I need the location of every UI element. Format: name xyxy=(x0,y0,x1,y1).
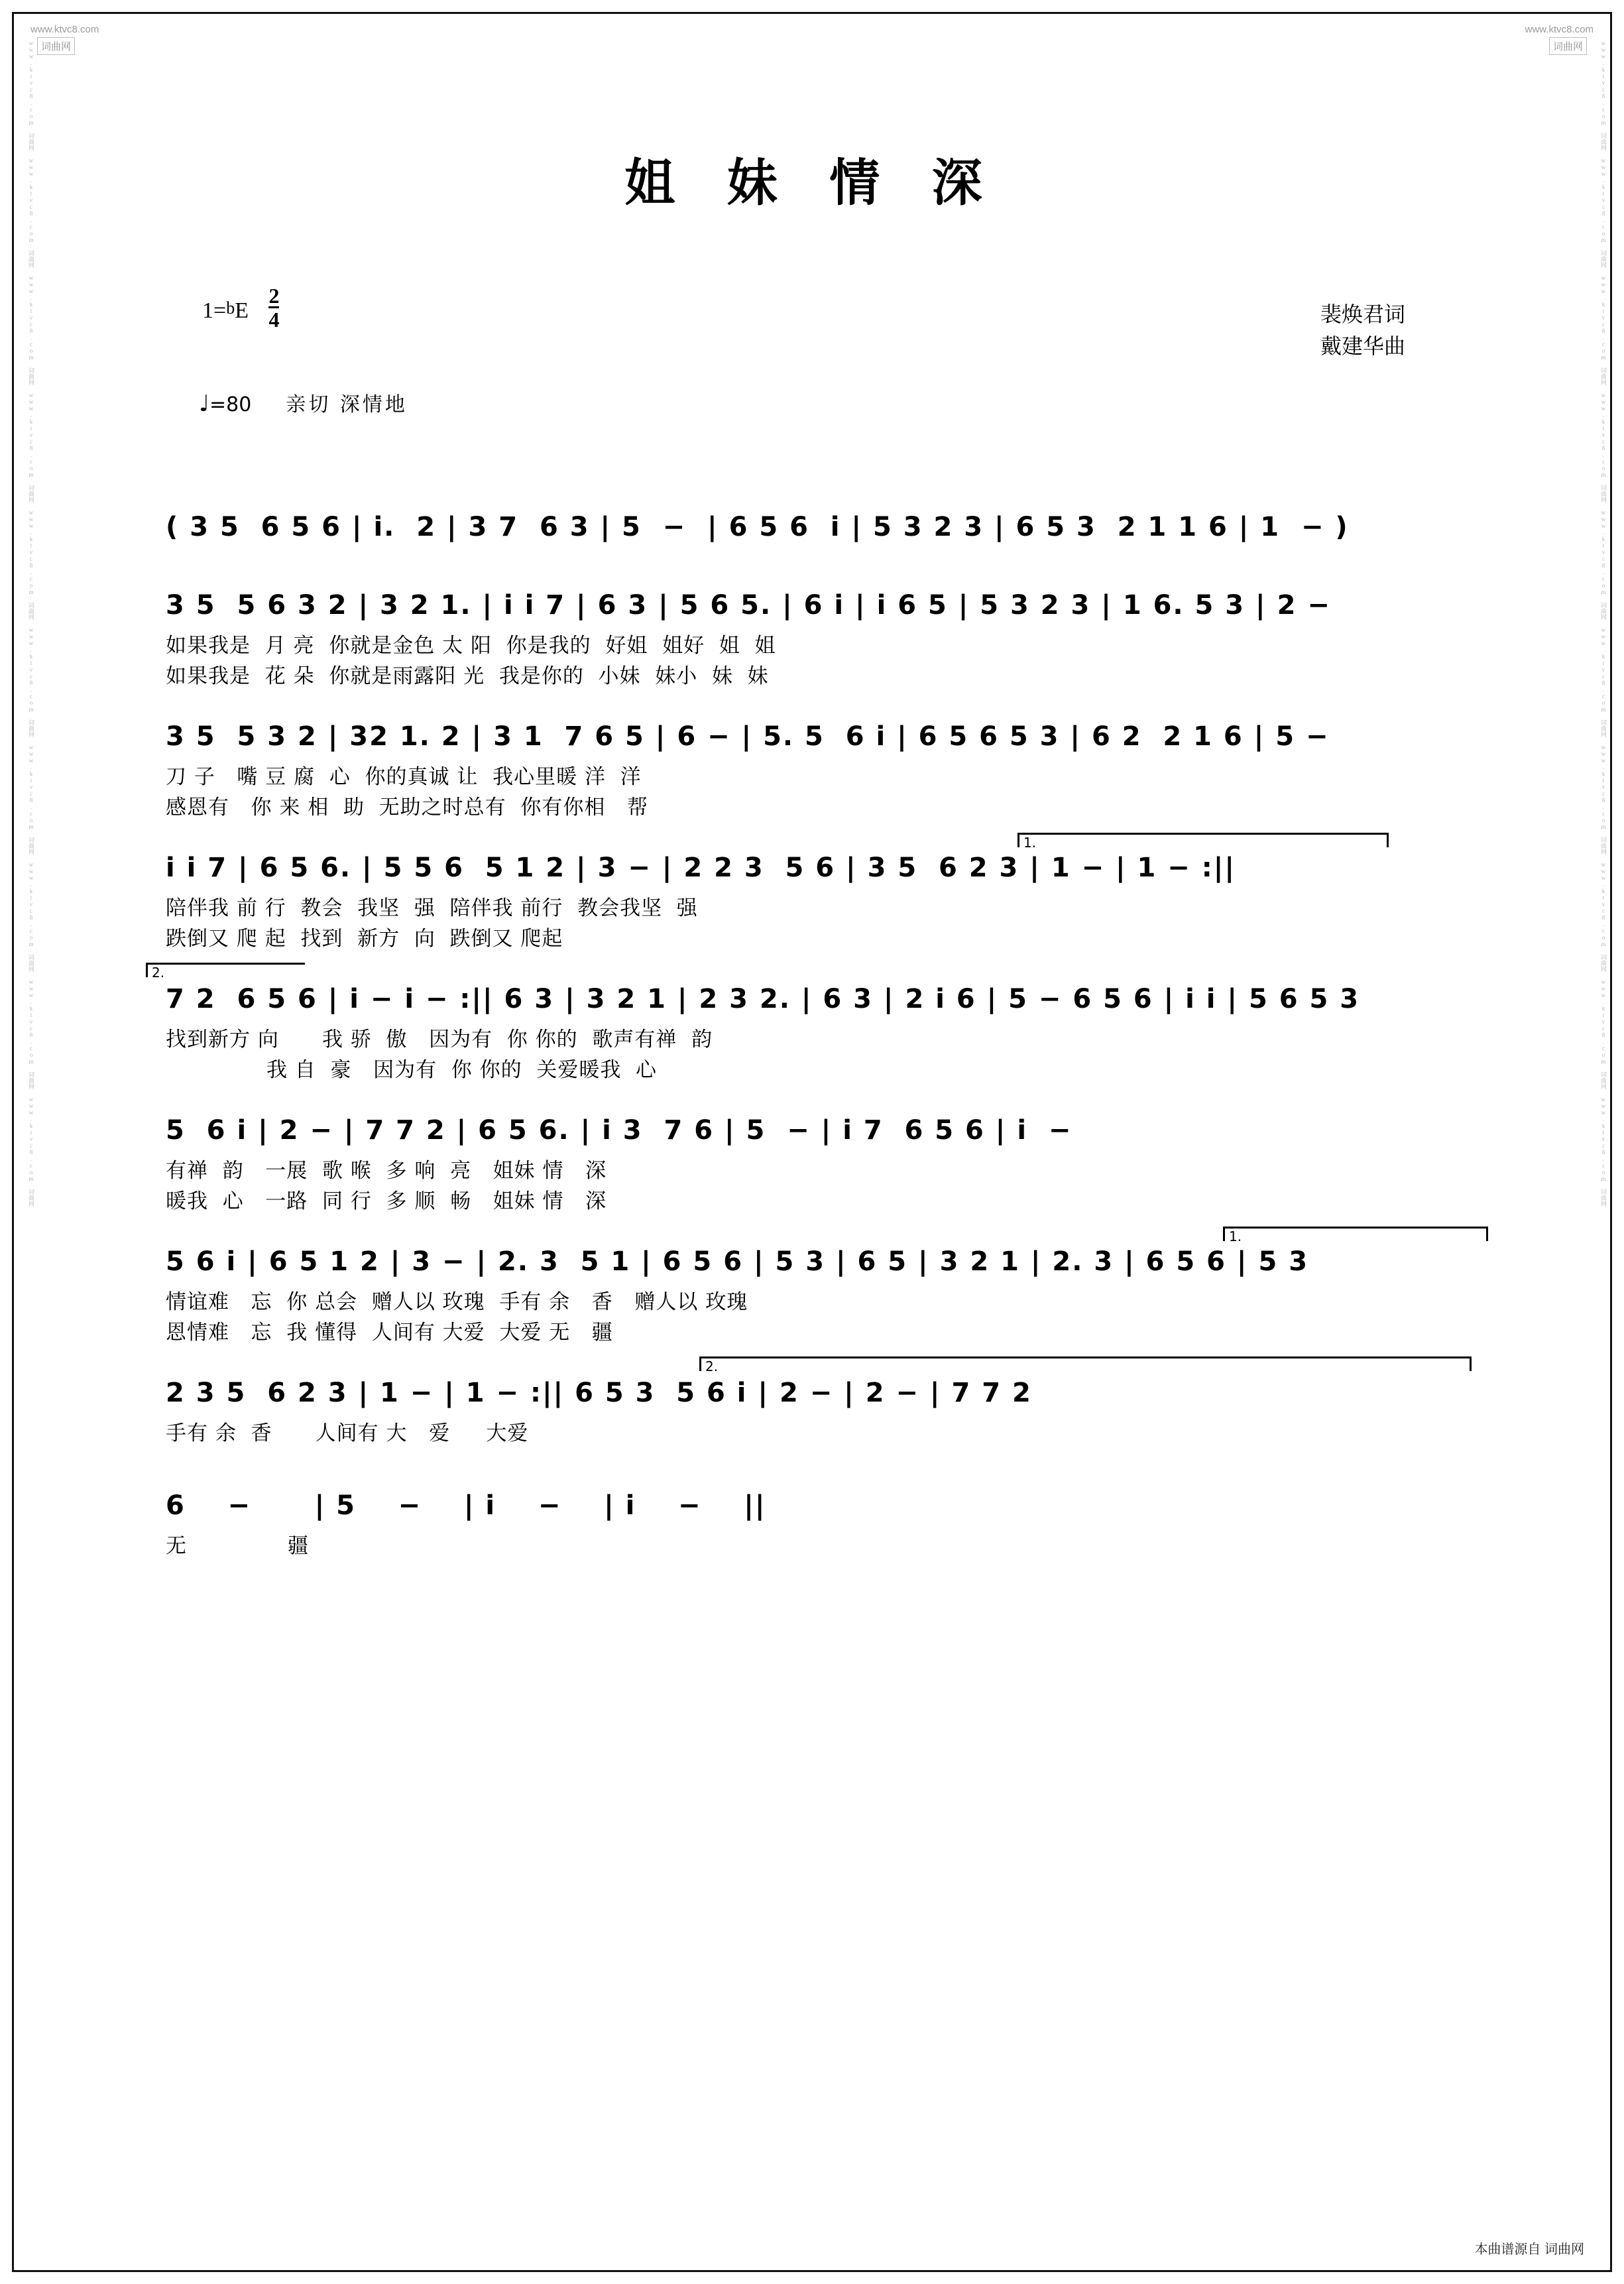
notation-row: i i 7 | 6 5 6. | 5 5 6 5 1 2 | 3 − | 2 2 3 5 6 | 3 5 6 2 3 | 1 − | 1 − :|| xyxy=(166,853,1236,883)
second-ending-bracket: 2. xyxy=(699,1356,1472,1371)
score-body xyxy=(152,511,1465,1569)
time-signature-denominator: 4 xyxy=(268,308,280,331)
lyric-row-2: 恩情难 忘 我 懂得 人间有 大爱 大爱 无 疆 xyxy=(166,1321,613,1345)
key-signature xyxy=(202,285,279,330)
notation-row: 2 3 5 6 2 3 | 1 − | 1 − :|| 6 5 3 5 6 i | 2 − | 2 − | 7 7 2 xyxy=(166,1378,1032,1408)
system-chorus-line-5 xyxy=(166,1358,1465,1451)
lyric-row-1: 手有 余 香 人间有 大 爱 大爱 xyxy=(166,1421,529,1445)
system-intro xyxy=(166,511,1465,554)
lyric-row-2: 暖我 心 一路 同 行 多 顺 畅 姐妹 情 深 xyxy=(166,1189,607,1213)
system-final-line xyxy=(166,1489,1465,1563)
notation-row: 5 6 i | 2 − | 7 7 2 | 6 5 6. | i 3 7 6 | 5 − | i 7 6 5 6 | i − xyxy=(166,1115,1073,1146)
time-signature xyxy=(268,285,279,330)
watermark-top-left: www.ktvc8.com xyxy=(30,24,99,35)
composer-credit: 戴建华曲 xyxy=(1320,333,1405,359)
tempo-marking xyxy=(199,388,408,417)
first-ending-bracket: 1. xyxy=(1223,1227,1488,1241)
expression-marking: 亲切 深情地 xyxy=(286,393,408,416)
watermark-top-right: www.ktvc8.com xyxy=(1525,24,1594,35)
lyric-row-1: 陪伴我 前 行 教会 我坚 强 陪伴我 前行 教会我坚 强 xyxy=(166,896,698,920)
lyric-row-1: 如果我是 月 亮 你就是金色 太 阳 你是我的 好姐 姐好 姐 姐 xyxy=(166,634,776,658)
system-chorus-line-4 xyxy=(166,1229,1465,1350)
watermark-badge-top-right: 词曲网 xyxy=(1549,37,1587,55)
key-flat-symbol: b xyxy=(226,298,235,318)
system-verse-line-1 xyxy=(166,589,1465,693)
lyric-row-2: 感恩有 你 来 相 助 无助之时总有 你有你相 帮 xyxy=(166,796,648,819)
notation-row: 3 5 5 6 3 2 | 3 2 1. | i i 7 | 6 3 | 5 6 5. | 6 i | i 6 5 | 5 3 2 3 | 1 6. 5 3 | 2 − xyxy=(166,590,1331,621)
left-watermark-rail: www.ktvc8.com 词曲网 www.ktvc8.com 词曲网 www.ktvc8.com 词曲网 www.ktvc8.com 词曲网 www.ktvc8.com 词曲网 www.ktvc8.com 词曲网 www.ktvc8.com 词曲网 www.ktvc8.com 词曲网 www.ktvc8.com 词曲网 www.ktvc8.com 词曲网 xyxy=(28,40,34,1207)
lyric-row-1: 无 疆 xyxy=(166,1534,309,1558)
key-name: E xyxy=(235,298,249,323)
lyric-row-2: 如果我是 花 朵 你就是雨露阳 光 我是你的 小妹 妹小 妹 妹 xyxy=(166,664,769,688)
notation-row: 5 6 i | 6 5 1 2 | 3 − | 2. 3 5 1 | 6 5 6 | 5 3 | 6 5 | 3 2 1 | 2. 3 | 6 5 6 | 5 3 xyxy=(166,1246,1309,1277)
lyric-row-1: 找到新方 向 我 骄 傲 因为有 你 你的 歌声有禅 韵 xyxy=(166,1028,713,1052)
watermark-badge-top-left: 词曲网 xyxy=(37,37,75,55)
notation-row: 3 5 5 3 2 | 32 1. 2 | 3 1 7 6 5 | 6 − | 5. 5 6 i | 6 5 6 5 3 | 6 2 2 1 6 | 5 − xyxy=(166,721,1330,752)
quarter-note-icon: ♩ xyxy=(199,391,210,417)
notation-row: 7 2 6 5 6 | i − i − :|| 6 3 | 3 2 1 | 2 3 2. | 6 3 | 2 i 6 | 5 − 6 5 6 | i i | 5 6 5 3 xyxy=(166,984,1360,1014)
lyricist-credit: 裴焕君词 xyxy=(1320,302,1405,327)
right-watermark-rail: www.ktvc8.com 词曲网 www.ktvc8.com 词曲网 www.ktvc8.com 词曲网 www.ktvc8.com 词曲网 www.ktvc8.com 词曲网 www.ktvc8.com 词曲网 www.ktvc8.com 词曲网 www.ktvc8.com 词曲网 www.ktvc8.com 词曲网 www.ktvc8.com 词曲网 xyxy=(1600,40,1607,1207)
source-footer: 本曲谱源自 词曲网 xyxy=(1474,2242,1584,2257)
tempo-value: =80 xyxy=(209,393,252,416)
lyric-row-1: 情谊难 忘 你 总会 赠人以 玫瑰 手有 余 香 赠人以 玫瑰 xyxy=(166,1290,748,1314)
notation-row: ( 3 5 6 5 6 | i. 2 | 3 7 6 3 | 5 − | 6 5 6 i | 5 3 2 3 | 6 5 3 2 1 1 6 | 1 − ) xyxy=(166,512,1349,542)
time-signature-numerator: 2 xyxy=(268,284,280,308)
key-label: 1= xyxy=(202,298,227,323)
lyric-row-1: 有禅 韵 一展 歌 喉 多 响 亮 姐妹 情 深 xyxy=(166,1159,607,1183)
lyric-row-2: 跌倒又 爬 起 找到 新方 向 跌倒又 爬起 xyxy=(166,927,563,951)
system-chorus-line-3 xyxy=(166,1114,1465,1219)
lyric-row-1: 刀 子 嘴 豆 腐 心 你的真诚 让 我心里暖 洋 洋 xyxy=(166,765,642,789)
second-ending-bracket: 2. xyxy=(146,963,305,977)
first-ending-bracket: 1. xyxy=(1017,833,1389,847)
system-chorus-line-1 xyxy=(166,835,1465,956)
system-chorus-line-2 xyxy=(152,965,1465,1087)
notation-row: 6 − | 5 − | i − | i − || xyxy=(166,1490,766,1521)
page-title: 姐 妹 情 深 xyxy=(624,153,1000,212)
lyric-row-2: 我 自 豪 因为有 你 你的 关爱暖我 心 xyxy=(166,1058,658,1082)
credits xyxy=(1320,298,1405,362)
system-verse-line-2 xyxy=(166,720,1465,825)
